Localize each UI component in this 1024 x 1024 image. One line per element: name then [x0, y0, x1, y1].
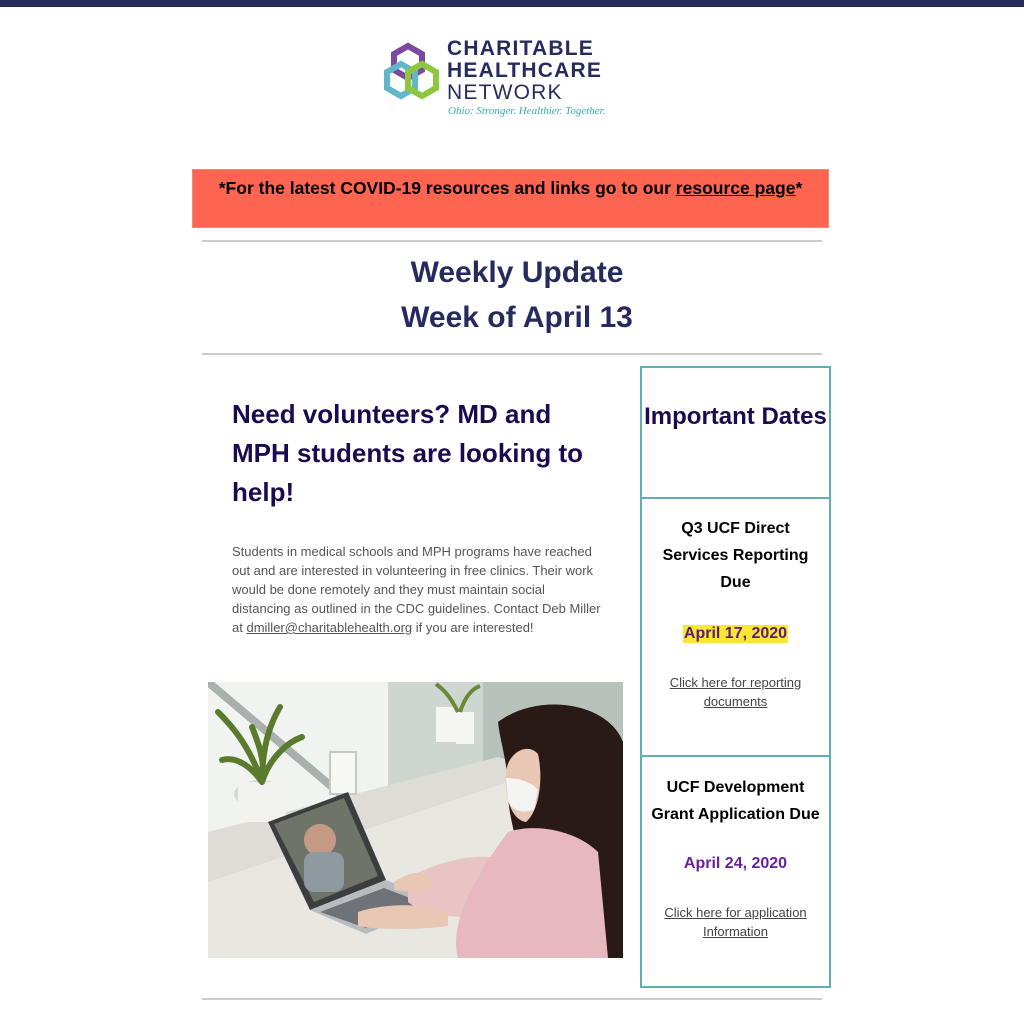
logo-line-1: CHARITABLE: [447, 37, 594, 60]
event-date: April 17, 2020: [683, 625, 788, 642]
resource-page-link[interactable]: resource page: [675, 178, 796, 198]
volunteer-photo: [208, 682, 623, 958]
article-body: [232, 542, 607, 637]
event-card-q3-reporting: [640, 497, 831, 757]
covid-resources-banner: [192, 169, 829, 228]
top-accent-bar: [0, 0, 1024, 7]
event-title: UCF Development Grant Application Due: [651, 779, 820, 823]
event-date: April 24, 2020: [683, 855, 788, 872]
logo-tagline: Ohio: Stronger. Healthier. Together.: [448, 105, 606, 117]
event-card-development-grant: [640, 755, 831, 988]
divider-bottom: [202, 998, 822, 1000]
logo-line-2: HEALTHCARE: [447, 59, 603, 82]
event-title: Q3 UCF Direct Services Reporting Due: [662, 520, 809, 591]
reporting-documents-link[interactable]: Click here for reporting documents: [669, 675, 802, 709]
banner-prefix: *For the latest COVID-19 resources and links go to our: [218, 178, 676, 198]
important-dates-header-box: [640, 366, 831, 499]
application-information-link[interactable]: Click here for application Information: [664, 905, 807, 939]
important-dates-heading: Important Dates: [644, 403, 827, 430]
logo-line-3: NETWORK: [447, 81, 563, 104]
video-call-illustration: [208, 682, 623, 958]
week-of-subtitle: Week of April 13: [401, 301, 633, 334]
weekly-update-title: Weekly Update: [410, 256, 624, 289]
logo-wordmark: [447, 38, 602, 104]
article-body-text: Students in medical schools and MPH programs have reached out and are interested in volunteering in free clinics. Their work would be done remotely and they must maintain social distancing as outlined in the CDC guidelines. Contact Deb Miller at: [232, 544, 601, 635]
article-body-end: if you are interested!: [412, 620, 534, 635]
divider-middle: [202, 353, 822, 355]
divider-top: [202, 240, 822, 242]
contact-email-link[interactable]: dmiller@charitablehealth.org: [246, 620, 413, 635]
banner-text: [219, 178, 803, 199]
logo-hexagon-icon: [384, 42, 440, 100]
banner-suffix: *: [795, 178, 803, 198]
article-headline: Need volunteers? MD and MPH students are looking to help!: [232, 399, 584, 507]
charitable-healthcare-network-logo[interactable]: [384, 38, 634, 124]
